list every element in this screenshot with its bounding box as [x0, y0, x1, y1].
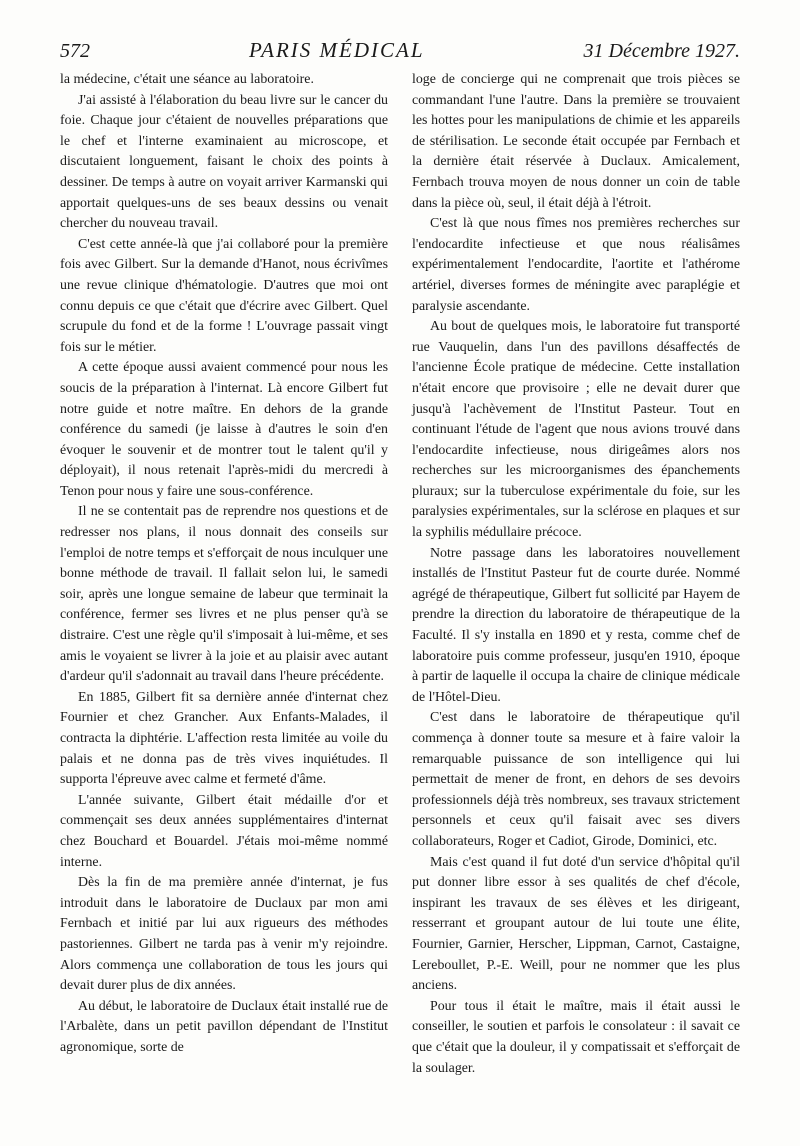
paragraph: loge de concierge qui ne comprenait que trois pièces se commandant l'une l'autre. Dans la première se trouvaient les hottes pour les manipulations de chimie et les appareils de stérilisation. Le seconde était occupée par Fernbach et la dernière était réservée à Duclaux. Amicalement, Fernbach trouva moyen de nous donner un coin de table dans la pièce où, seul, il était déjà à l'étroit.	[412, 72, 740, 211]
paragraph: C'est dans le laboratoire de thérapeutique qu'il commença à donner toute sa mesure et à faire valoir la remarquable puissance de son intelligence qui lui permettait de mener de front, en dehors de ses devoirs professionnels déjà très nombreux, ses travaux strictement personnels et ceux qu'il faisait avec ses divers collaborateurs, Roger et Cadiot, Girode, Dominici, etc.	[412, 710, 740, 849]
page-number: 572	[60, 40, 90, 62]
paragraph: A cette époque aussi avaient commencé pour nous les soucis de la préparation à l'internat. Là encore Gilbert fut notre guide et notre maître. En dehors de la grande conférence du samedi (je laisse à d'autres le soin d'en évoquer le souvenir et de montrer tout le talent qu'il y déployait), il nous retenait l'après-midi du mercredi à Tenon pour nous y faire une sous-conférence.	[60, 360, 388, 499]
paragraph: J'ai assisté à l'élaboration du beau livre sur le cancer du foie. Chaque jour c'étaient de nouvelles préparations que le chef et l'interne examinaient au microscope, et discutaient longuement, faisant le choix des points à dessiner. De temps à autre on voyait arriver Karmanski qui apportait quelques-uns de ses beaux dessins ou venait chercher du nouveau travail.	[60, 92, 388, 232]
paragraph: Dès la fin de ma première année d'internat, je fus introduit dans le laboratoire de Duclaux par mon ami Fernbach et initié par lui aux rigueurs des méthodes pastoriennes. Gilbert ne tarda pas à venir m'y rejoindre. Alors commença une collaboration de tous les jours qui devait durer plus de dix années.	[60, 875, 388, 994]
paragraph: Pour tous il était le maître, mais il était aussi le conseiller, le soutien et parfois le consolateur : il savait ce que c'était que la douleur, il y compatissait et s'efforçait de la soulager.	[412, 998, 740, 1076]
right-column	[412, 70, 740, 1110]
paragraph: En 1885, Gilbert fit sa dernière année d'internat chez Fournier et chez Grancher. Aux Enfants-Malades, il contracta la diphtérie. L'affection resta limitée au voile du palais et ne donna pas de très vives inquiétudes. Il supporta l'épreuve avec calme et fermeté d'âme.	[60, 689, 388, 788]
paragraph: Mais c'est quand il fut doté d'un service d'hôpital qu'il put donner libre essor à ses qualités de chef d'école, inspirant les travaux de ses élèves et les dirigeant, resserrant et groupant autour de lui toute une élite, Fournier, Garnier, Herscher, Lippman, Carnot, Castaigne, Lereboullet, P.-E. Weill, pour ne nommer que les plus anciens.	[412, 854, 740, 994]
paragraph: Notre passage dans les laboratoires nouvellement installés de l'Institut Pasteur fut de courte durée. Nommé agrégé de thérapeutique, Gilbert fut sollicité par Hayem de prendre la direction du laboratoire de thérapeutique de la Faculté. Il s'y installa en 1890 et y resta, comme chef de laboratoire puis comme professeur, jusqu'en 1910, époque à partir de laquelle il occupa la chaire de clinique médicale de l'Hôtel-Dieu.	[412, 545, 740, 705]
paragraph: la médecine, c'était une séance au laboratoire.	[60, 72, 314, 87]
article-body	[60, 70, 740, 1110]
running-header	[60, 38, 740, 68]
paragraph: Au bout de quelques mois, le laboratoire fut transporté rue Vauquelin, dans l'un des pavillons désaffectés de l'ancienne École pratique de médecine. Cette installation n'était encore que provisoire ; elle ne devait durer que jusqu'à l'achèvement de l'Institut Pasteur. Tout en continuant l'étude de l'agent que nous avions trouvé dans l'endocardite infectieuse, nous dirigeâmes alors nos recherches sur les microorganismes des épanchements pluraux; sur la tuberculose expérimentale du foie, sur les paralysies expérimentales, sur la sclérose en plaques et sur la syphilis médullaire précoce.	[412, 319, 740, 541]
left-column	[60, 70, 388, 1110]
paragraph: C'est là que nous fîmes nos premières recherches sur l'endocardite infectieuse et que nous réalisâmes expérimentalement l'endocardite, l'aortite et l'athérome artériel, diverses formes de méningite avec paraplégie et paralysie ascendante.	[412, 216, 740, 314]
paragraph: L'année suivante, Gilbert était médaille d'or et commençait ses deux années supplémentaires d'internat chez Bouchard et Bouardel. J'étais moi-même nommé interne.	[60, 792, 388, 870]
paragraph: Au début, le laboratoire de Duclaux était installé rue de l'Arbalète, dans un petit pavillon dépendant de l'Institut agronomique, sorte de	[60, 998, 388, 1055]
paragraph: C'est cette année-là que j'ai collaboré pour la première fois avec Gilbert. Sur la demande d'Hanot, nous écrivîmes une revue clinique d'hématologie. D'autres que moi ont connu depuis ce que c'était que d'écrire avec Gilbert. Quel scrupule du fond et de la forme ! L'ouvrage passait vingt fois sur le métier.	[60, 236, 388, 355]
paragraph: Il ne se contentait pas de reprendre nos questions et de redresser nos plans, il nous donnait des conseils sur l'emploi de notre temps et s'efforçait de nous inculquer une bonne méthode de travail. Il fallait selon lui, le samedi soir, après une longue semaine de labeur que terminait la conférence, fermer ses livres et ne plus penser qu'à se distraire. C'est une règle qu'il s'imposait à lui-même, et ses amis le voyaient se livrer à la joie et au plaisir avec autant d'ardeur qu'il s'adonnait au travail dans l'heure précédente.	[60, 504, 388, 685]
journal-title: PARIS MÉDICAL	[249, 38, 425, 62]
issue-date: 31 Décembre 1927.	[583, 40, 740, 62]
